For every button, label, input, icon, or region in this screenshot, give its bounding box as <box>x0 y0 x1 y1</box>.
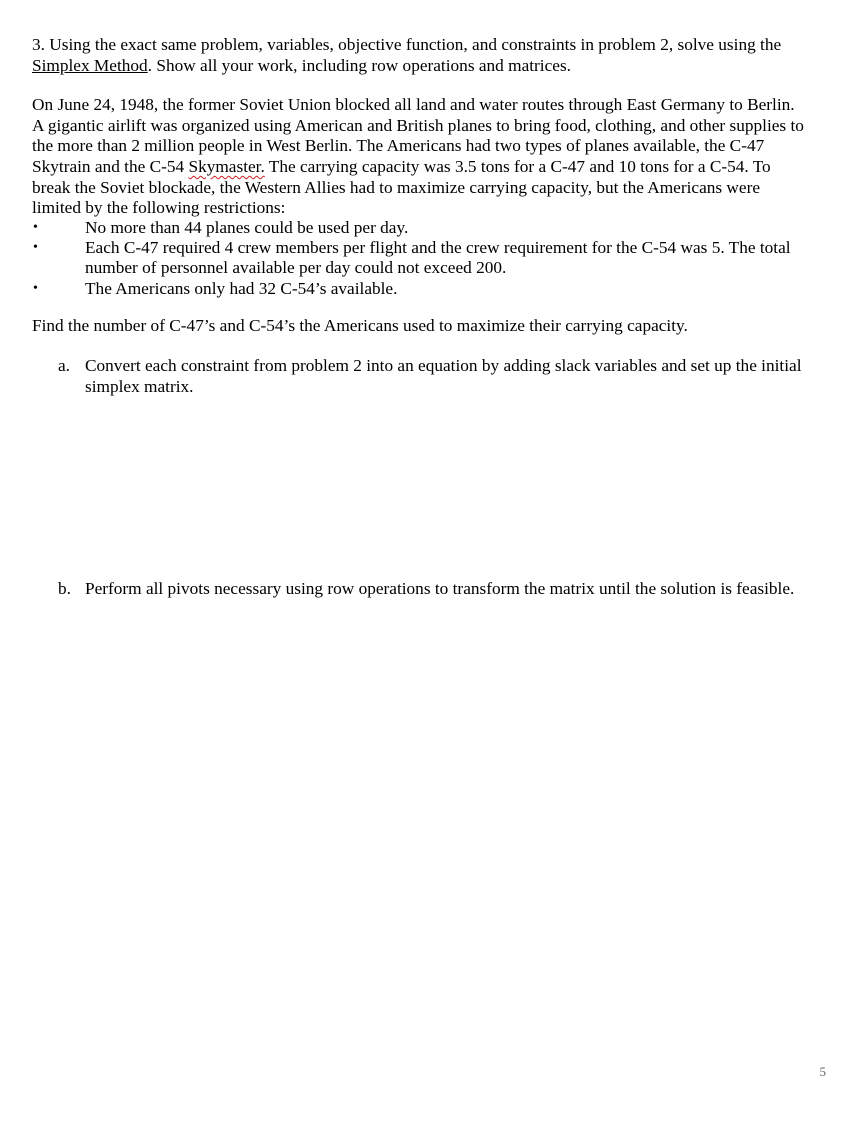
story-line-3: the more than 2 million people in West Berlin. The Americans had two types of planes available, the C-47 <box>32 136 765 155</box>
restrictions-list <box>33 218 853 300</box>
bullet-icon: • <box>33 281 38 296</box>
question-text: Find the number of C-47’s and C-54’s the Americans used to maximize their carrying capacity. <box>32 316 688 335</box>
story-line-4-end: The carrying capacity was 3.5 tons for a C-47 and 10 tons for a C-54. To <box>264 157 771 176</box>
restriction-text: Each C-47 required 4 crew members per flight and the crew requirement for the C-54 was 5. The total <box>85 238 791 257</box>
story-line-1: On June 24, 1948, the former Soviet Union blocked all land and water routes through East Germany to Berlin. <box>32 95 795 114</box>
problem-intro-line2-rest: . Show all your work, including row operations and matrices. <box>147 56 571 75</box>
story-line-4-start: Skytrain and the C-54 <box>32 157 189 176</box>
simplex-method-text: Simplex Method <box>32 56 148 75</box>
spellcheck-word: Skymaster. <box>188 157 265 176</box>
list-item <box>33 279 853 299</box>
bullet-icon: • <box>33 240 38 255</box>
part-a-text: Convert each constraint from problem 2 into an equation by adding slack variables and set up the initial <box>85 356 802 375</box>
restriction-text: No more than 44 planes could be used per day. <box>85 218 409 237</box>
problem-intro-line1: 3. Using the exact same problem, variables, objective function, and constraints in problem 2, solve using the <box>32 35 782 54</box>
part-b-text: Perform all pivots necessary using row operations to transform the matrix until the solution is feasible. <box>85 579 795 598</box>
part-a <box>58 356 848 398</box>
bullet-icon: • <box>33 220 38 235</box>
part-letter: a. <box>58 356 70 375</box>
page-number: 5 <box>819 1064 826 1079</box>
story-line-5: break the Soviet blockade, the Western Allies had to maximize carrying capacity, but the Americans were <box>32 178 761 197</box>
part-a-text-continued: simplex matrix. <box>85 377 194 396</box>
part-b <box>58 579 848 601</box>
story-line-2: A gigantic airlift was organized using American and British planes to bring food, clothing, and other supplies to <box>32 116 804 135</box>
restriction-text-continued: number of personnel available per day could not exceed 200. <box>85 258 507 277</box>
story-line-6: limited by the following restrictions: <box>32 198 286 217</box>
list-item <box>33 218 853 238</box>
problem-intro-line2 <box>32 56 571 76</box>
restriction-text: The Americans only had 32 C-54’s available. <box>85 279 398 298</box>
list-item <box>33 238 853 278</box>
part-letter: b. <box>58 579 71 598</box>
story-line-4 <box>32 157 771 177</box>
